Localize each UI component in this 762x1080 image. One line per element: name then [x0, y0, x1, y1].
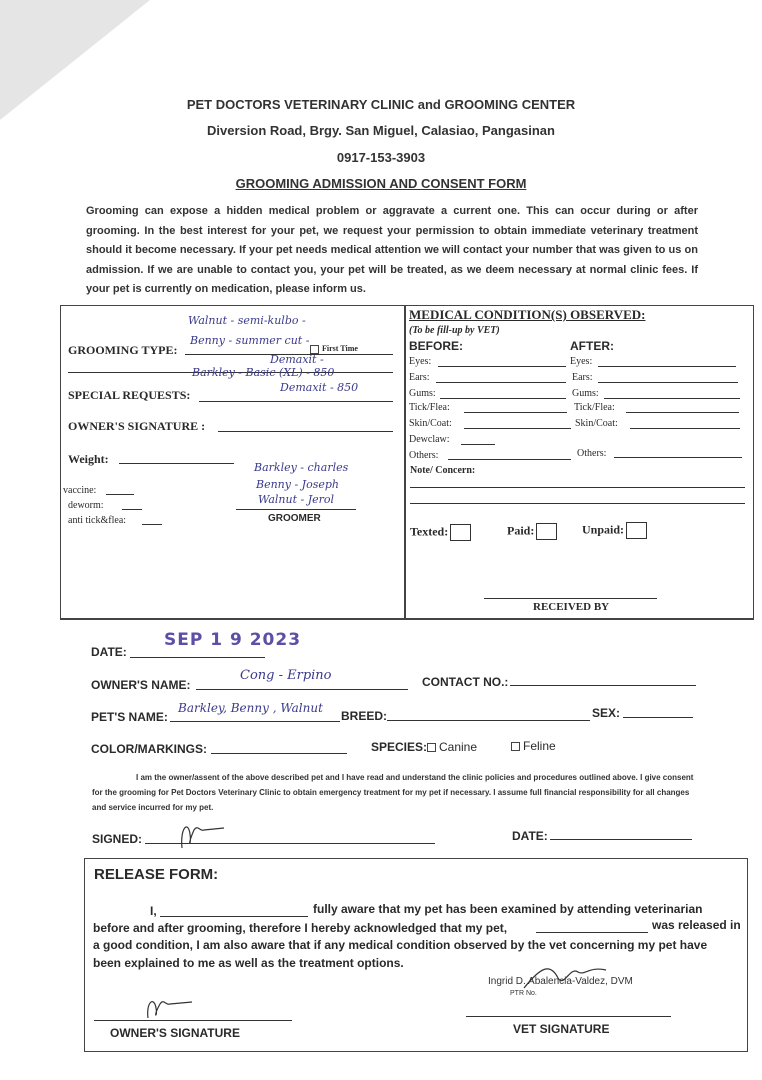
texted-label: Texted: [410, 524, 449, 539]
owner-signature-scribble [170, 818, 230, 852]
before-skin-line [464, 428, 571, 429]
grooming-type-label: GROOMING TYPE: [68, 343, 178, 357]
paid-box-icon [536, 523, 557, 540]
date2-line [550, 839, 692, 840]
after-ears-line [598, 382, 738, 383]
before-skin-label: Skin/Coat: [409, 418, 452, 429]
after-eyes-label: Eyes: [570, 356, 593, 367]
after-skin-label: Skin/Coat: [575, 418, 618, 429]
vet-sig-line [466, 1016, 671, 1017]
weight-label: Weight: [68, 452, 109, 466]
deworm-line [122, 509, 142, 510]
owner-sig-label: OWNER'S SIGNATURE [110, 1026, 240, 1040]
before-gums-label: Gums: [409, 388, 436, 399]
unpaid-checkbox[interactable] [582, 522, 647, 539]
after-others-label: Others: [577, 448, 607, 459]
canine-box-icon [427, 743, 436, 752]
date2-label: DATE: [512, 829, 548, 843]
intro-paragraph: Grooming can expose a hidden medical problem or aggravate a current one. This can occur during or after grooming. In the best interest for your pet, we request your permission to obtain immediate veterinary treatment should it become necessary. If your pet needs medical attention we will contact your number that was given to us on admission. If we are unable to contact you, your pet will be treated, as we deem necessary at normal clinic fees. If your pet is currently on medication, please inform us. [86, 205, 698, 295]
grooming-hand-1: Walnut - semi-kulbo - [188, 314, 306, 327]
before-eyes-label: Eyes: [409, 356, 432, 367]
pet-name-value: Barkley, Benny , Walnut [178, 701, 323, 715]
vaccine-label: vaccine: [63, 485, 97, 496]
vet-ptr: PTR No. [510, 990, 537, 997]
canine-option[interactable] [427, 740, 477, 754]
note-line-1 [410, 487, 745, 488]
note-line-2 [410, 503, 745, 504]
vet-name: Ingrid D. Abalencia-Valdez, DVM [488, 976, 633, 987]
groomer-hand-3: Walnut - Jerol [258, 493, 335, 506]
texted-box-icon [450, 524, 471, 541]
contact-line [510, 685, 696, 686]
after-others-line [614, 457, 742, 458]
release-line1-a: I, [150, 904, 157, 918]
feline-label: Feline [523, 739, 556, 753]
color-markings-label: COLOR/MARKINGS: [91, 742, 207, 756]
sex-line [623, 717, 693, 718]
clinic-name: PET DOCTORS VETERINARY CLINIC and GROOMING CENTER [186, 97, 576, 112]
deworm-label: deworm: [68, 500, 104, 511]
after-tick-label: Tick/Flea: [574, 402, 615, 413]
owner-signature-label: OWNER'S SIGNATURE : [68, 419, 206, 433]
texted-checkbox[interactable] [410, 524, 471, 541]
dewclaw-line [461, 444, 495, 445]
release-line3: a good condition, I am also aware that if any medical condition observed by the vet concerning my pet have [93, 938, 708, 952]
special-hand-2: Demaxit - 850 [280, 381, 359, 394]
paid-checkbox[interactable] [507, 523, 557, 540]
groomer-line [236, 509, 356, 510]
feline-option[interactable] [511, 739, 556, 753]
breed-line [387, 720, 590, 721]
before-label: BEFORE: [409, 339, 463, 353]
groomer-hand-1: Barkley - charles [254, 461, 349, 474]
release-line4: been explained to me as well as the treatment options. [93, 956, 404, 970]
note-label: Note/ Concern: [410, 465, 476, 476]
paid-label: Paid: [507, 523, 535, 538]
medical-title: MEDICAL CONDITION(S) OBSERVED: [409, 307, 646, 322]
owner-name-value: Cong - Erpino [240, 668, 332, 683]
consent-text: I am the owner/assent of the above described pet and I have read and understand the clinic policies and procedures outlined above. I give consent for the grooming for Pet Doctors Veterinary Clinic to obtain emergency treatment for my pet if necessary. I assume full financial responsibility for all changes and service incurred for my pet. [92, 773, 694, 812]
owner-name-label: OWNER'S NAME: [91, 678, 191, 692]
release-title: RELEASE FORM: [94, 866, 219, 883]
dewclaw-label: Dewclaw: [409, 434, 450, 445]
contact-label: CONTACT NO.: [422, 675, 509, 689]
after-gums-label: Gums: [572, 388, 599, 399]
pet-name-line [170, 721, 340, 722]
before-eyes-line [438, 366, 566, 367]
after-skin-line [630, 428, 740, 429]
before-ears-line [436, 382, 566, 383]
after-tick-line [626, 412, 739, 413]
clinic-address: Diversion Road, Brgy. San Miguel, Calasiao, Pangasinan [207, 123, 555, 138]
unpaid-label: Unpaid: [582, 522, 625, 537]
before-others-label: Others: [409, 450, 439, 461]
pet-name-label: PET'S NAME: [91, 710, 168, 724]
clinic-phone: 0917-153-3903 [336, 150, 426, 165]
species-label: SPECIES: [371, 740, 428, 754]
after-gums-line [604, 398, 740, 399]
antitick-label: anti tick&flea: [68, 515, 127, 526]
date-line [130, 657, 265, 658]
before-tick-line [464, 412, 567, 413]
grooming-hand-3: Demaxit - [270, 353, 324, 366]
breed-label: BREED: [341, 709, 388, 723]
vaccine-line [106, 494, 134, 495]
special-requests-line [199, 401, 393, 402]
weight-line [119, 463, 234, 464]
received-by-line [484, 598, 657, 599]
owner-sig-line [94, 1020, 292, 1021]
owner-signature-line [218, 431, 393, 432]
medical-subtitle: (To be fill-up by VET) [409, 325, 500, 336]
release-owner-signature-scribble [140, 994, 200, 1022]
release-line2-a: before and after grooming, therefore I hereby acknowledged that my pet, [93, 921, 508, 935]
after-ears-label: Ears: [572, 372, 593, 383]
groomer-hand-2: Benny - Joseph [256, 478, 339, 491]
received-by-label: RECEIVED BY [533, 601, 610, 613]
first-time-label: First Time [322, 344, 358, 353]
sex-label: SEX: [592, 706, 621, 720]
unpaid-box-icon [626, 522, 647, 539]
antitick-line [142, 524, 162, 525]
release-line1-b: fully aware that my pet has been examined by attending veterinarian [313, 902, 703, 916]
before-gums-line [440, 398, 566, 399]
canine-label: Canine [439, 740, 478, 754]
signed-label: SIGNED: [92, 832, 143, 846]
before-ears-label: Ears: [409, 372, 430, 383]
vet-signature-scribble [520, 958, 610, 994]
date-stamp: SEP 1 9 2023 [164, 630, 302, 650]
vet-sig-label: VET SIGNATURE [513, 1022, 610, 1036]
special-requests-label: SPECIAL REQUESTS: [68, 388, 191, 402]
after-label: AFTER: [570, 339, 614, 353]
owner-name-line [196, 689, 408, 690]
after-eyes-line [598, 366, 736, 367]
grooming-hand-2: Benny - summer cut - [190, 334, 310, 347]
before-others-line [448, 459, 571, 460]
before-tick-label: Tick/Flea: [409, 402, 450, 413]
release-box [84, 858, 748, 1052]
form-title: GROOMING ADMISSION AND CONSENT FORM [235, 176, 527, 191]
date-label: DATE: [91, 645, 127, 659]
release-pet-line [536, 932, 648, 933]
color-markings-line [211, 753, 347, 754]
release-line2-b: was released in [652, 918, 741, 932]
release-name-line [160, 916, 308, 917]
boxes-bottom-rule [60, 619, 754, 620]
feline-box-icon [511, 742, 520, 751]
groomer-label: GROOMER [268, 513, 321, 524]
special-hand-1: Barkley - Basic (XL) - 850 [192, 366, 335, 379]
